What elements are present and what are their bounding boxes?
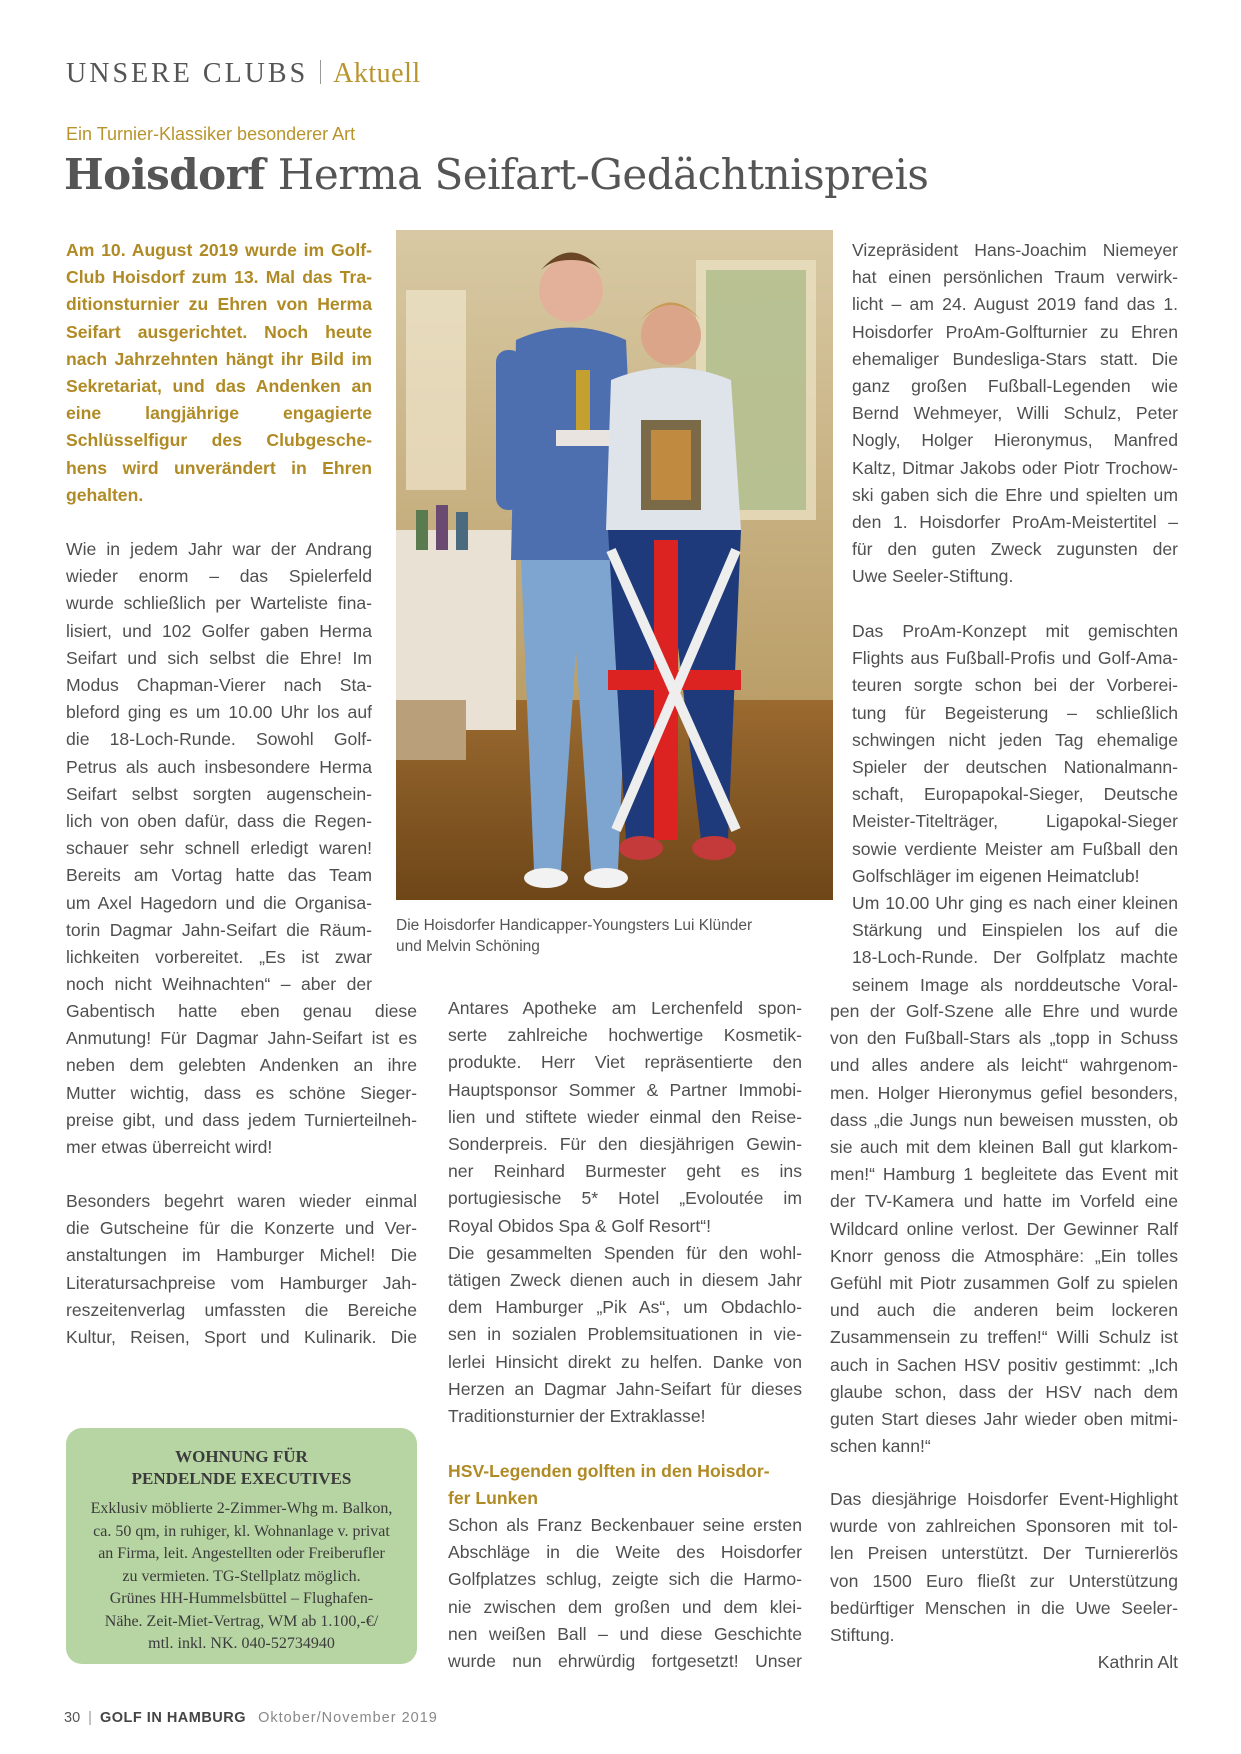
section-name: UNSERE CLUBS xyxy=(66,58,309,89)
body-paragraph-5: Vizepräsident Hans-Joachim Niemeyer hat einen persönlichen Traum verwirk- licht – am 24. August 2019 fand das 1. Hoisdorfer ProAm-Golfturnier zu Ehren ehemaliger Bundesliga-Stars statt. Die ganz großen Fußball-Legenden wie Bernd Wehmeyer, Willi Schulz, Peter Nogly, Holger Hieronymus, Manfred Kaltz, Ditmar Jakobs oder Piotr Trochow- ski gaben sich die Ehre und spielten um den 1. Hoisdorfer ProAm-Meistertitel – für den guten Zweck zugunsten der Uwe Seeler-Stiftung. xyxy=(852,240,1178,587)
ad-title: WOHNUNG FÜR PENDELNDE EXECUTIVES xyxy=(131,1447,352,1488)
page-footer xyxy=(64,1710,438,1726)
classified-ad xyxy=(66,1428,417,1664)
body-paragraph-6: Das ProAm-Konzept mit gemischten Flights aus Fußball-Profis und Golf-Ama- teuren sorgte schon bei der Vorberei- tung für Begeisterung – schließlich schwingen nicht jeden Tag ehemalige Spieler der deutschen Nationalmann- schaft, Europapokal-Sieger, Deutsche Meister-Titelträger, Ligapokal-Sieger sowie verdiente Meister am Fußball den Golfschläger im eigenen Heimatclub! Um 10.00 Uhr ging es nach einer kleinen Stärkung und Einspielen los auf die 18-Loch-Runde. Der Golfplatz machte seinem Image als norddeutsche Voral- xyxy=(852,621,1178,995)
body-paragraph-1-cont: Gabentisch hatte eben genau diese Anmutung! Für Dagmar Jahn-Seifart ist es neben dem gelebten Andenken an ihre Mutter wichtig, dass es schöne Sieger- preise gibt, und dass jedem Turnierteilneh- mer etwas überreicht wird! xyxy=(66,1001,417,1158)
article-kicker: Ein Turnier-Klassiker besonderer Art xyxy=(66,124,356,144)
body-paragraph-4: Schon als Franz Beckenbauer seine ersten Abschläge in die Weite des Hoisdorfer Golfplatzes schlug, zeigte sich die Harmo- nie zwischen dem großen und dem klei- nen weißen Ball – und diese Geschichte wurde nun ehrwürdig fortgesetzt! Unser xyxy=(448,1515,802,1672)
photo-illustration xyxy=(396,230,833,900)
article-title xyxy=(64,150,928,199)
title-event: Herma Seifart-Gedächtnispreis xyxy=(277,150,929,199)
issue-date: Oktober/November 2019 xyxy=(258,1710,438,1726)
section-subheading: HSV-Legenden golften in den Hoisdor- fer Lunken xyxy=(448,1461,770,1509)
body-paragraph-1: Wie in jedem Jahr war der Andrang wieder enorm – das Spielerfeld wurde schließlich per Warteliste fina- lisiert, und 102 Golfer gaben Herma Seifart und sich selbst die Ehre! Im Modus Chapman-Vierer nach Sta- bleford ging es um 10.00 Uhr los auf die 18-Loch-Runde. Sowohl Golf- Petrus als auch insbesondere Herma Seifart selbst sorgten augenschein- lich von oben dafür, dass die Regen- schauer sehr schnell erledigt waren! Bereits am Vortag hatte das Team um Axel Hagedorn und die Organisa- torin Dagmar Jahn-Seifart die Räum- lichkeiten vorbereitet. „Es ist zwar noch nicht Weihnachten“ – aber der xyxy=(66,539,372,995)
ad-body: Exklusiv möblierte 2-Zimmer-Whg m. Balkon, ca. 50 qm, in ruhiger, kl. Wohnanlage v. privat an Firma, leit. Angestellten oder Freiberufler zu vermieten. TG-Stellplatz möglich. Grünes HH-Hummelsbüttel – Flughafen- Nähe. Zeit-Miet-Vertrag, WM ab 1.100,-€/ mtl. inkl. NK. 040-52734940 xyxy=(90,1500,393,1652)
page-number: 30 xyxy=(64,1710,81,1726)
footer-divider: | xyxy=(88,1710,92,1726)
author-byline: Kathrin Alt xyxy=(1097,1652,1178,1672)
title-location: Hoisdorf xyxy=(64,150,265,199)
body-paragraph-7: Das diesjährige Hoisdorfer Event-Highlight wurde von zahlreichen Sponsoren mit tol- len Preisen unterstützt. Der Turniererlös von 1500 Euro fließt zur Unterstützung bedürftiger Menschen in die Uwe Seeler- Stiftung. xyxy=(830,1489,1178,1646)
photo-caption: Die Hoisdorfer Handicapper-Youngsters Lui Klünder und Melvin Schöning xyxy=(396,917,753,955)
magazine-name: GOLF IN HAMBURG xyxy=(99,1710,247,1726)
header-divider xyxy=(320,60,321,84)
body-paragraph-2: Besonders begehrt waren wieder einmal die Gutscheine für die Konzerte und Ver- anstaltungen im Hamburger Michel! Die Literatursachpreise vom Hamburger Jah- reszeitenverlag umfassten die Bereiche Kultur, Reisen, Sport und Kulinarik. Die xyxy=(66,1191,417,1348)
body-paragraph-6-cont: pen der Golf-Szene alle Ehre und wurde von den Fußball-Stars als „topp in Schuss und alles andere als leicht“ wahrgenom- men. Holger Hieronymus gefiel besonders, dass „die Jungs nun beweisen mussten, ob sie auch mit dem kleinen Ball gut klarkom- men!“ Hamburg 1 begleitete das Event mit der TV-Kamera und hatte im Vorfeld eine Wildcard online verlost. Der Gewinner Ralf Knorr genoss die Atmosphäre: „Ein tolles Gefühl mit Piotr zusammen Golf zu spielen und auch die anderen beim lockeren Zusammensein zu treffen!“ Willi Schulz ist auch in Sachen HSV positiv gestimmt: „Ich glaube schon, dass der HSV nach dem guten Start dieses Jahr wieder oben mitmi- schen kann!“ xyxy=(830,1001,1178,1457)
body-paragraph-3: Antares Apotheke am Lerchenfeld spon- serte zahlreiche hochwertige Kosmetik- produkte. Herr Viet repräsentierte den Hauptsponsor Sommer & Partner Immobi- lien und stiftete wieder einmal den Reise- Sonderpreis. Für den diesjährigen Gewin- ner Reinhard Burmester geht es ins portugiesische 5* Hotel „Evoloutée im Royal Obidos Spa & Golf Resort“! Die gesammelten Spenden für den wohl- tätigen Zweck dienen auch in diesem Jahr dem Hamburger „Pik As“, um Obdachlo- sen in sozialen Problemsituationen in vie- lerlei Hinsicht direkt zu helfen. Danke von Herzen an Dagmar Jahn-Seifart für dieses Traditionsturnier der Extraklasse! xyxy=(448,998,802,1427)
section-category: Aktuell xyxy=(333,58,421,89)
section-header xyxy=(66,58,421,90)
article-photo xyxy=(396,230,833,900)
lead-paragraph: Am 10. August 2019 wurde im Golf- Club Hoisdorf zum 13. Mal das Tra- ditionsturnier zu Ehren von Herma Seifart ausgerichtet. Noch heute nach Jahrzehnten hängt ihr Bild im Sekretariat, und das Andenken an eine langjährige engagierte Schlüsselfigur des Clubgesche- hens wird unverändert in Ehren gehalten. xyxy=(66,240,372,505)
